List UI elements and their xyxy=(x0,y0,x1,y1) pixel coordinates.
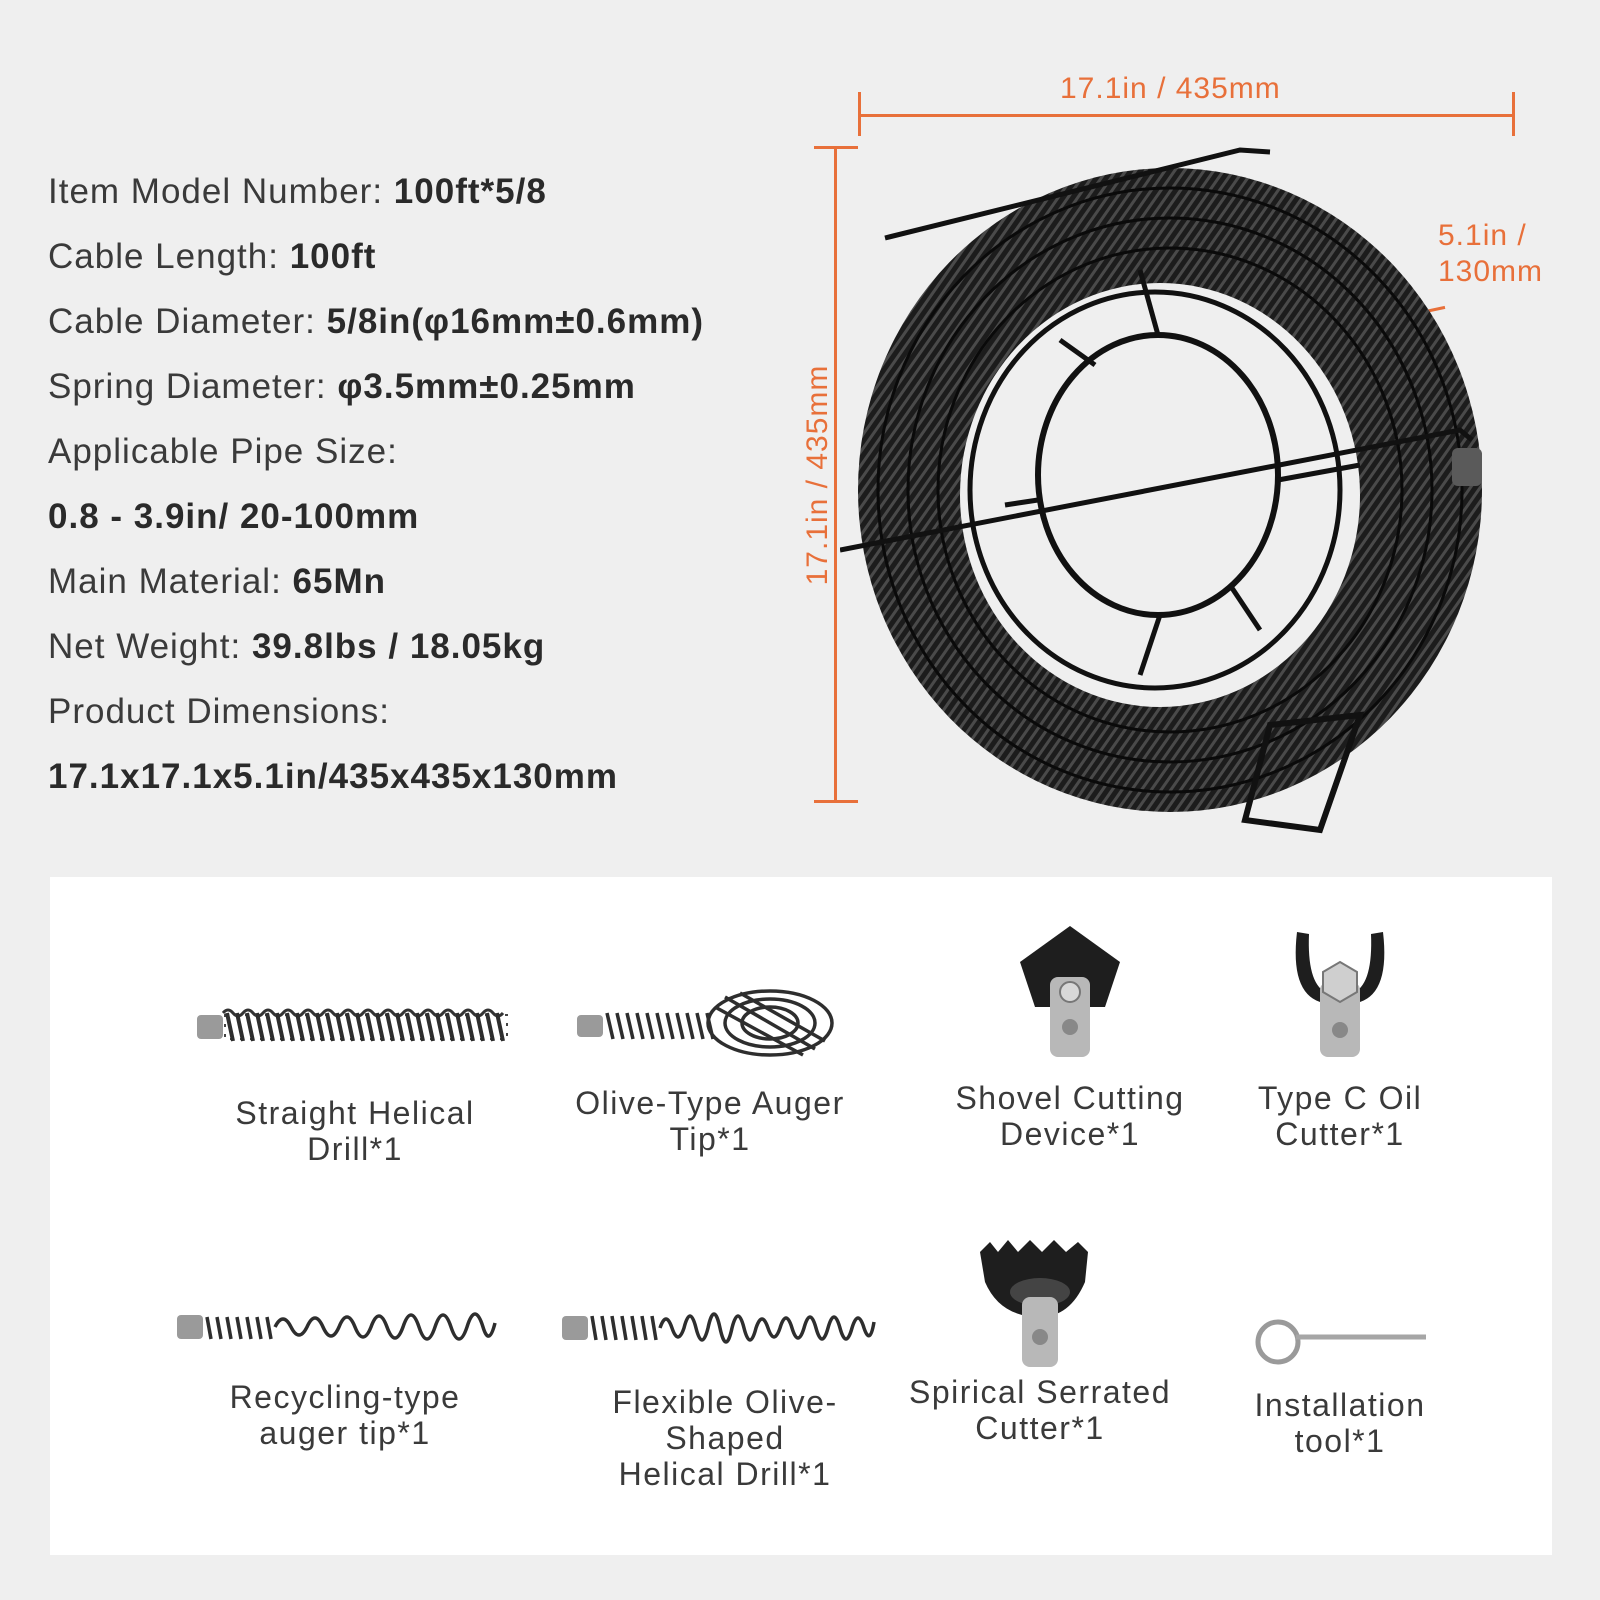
accessory-serrated-cutter xyxy=(895,1222,1185,1512)
spec-dimensions-value: 17.1x17.1x5.1in/435x435x130mm xyxy=(48,757,619,796)
serrated-cutter-icon xyxy=(970,1222,1110,1372)
accessory-label: Recycling-type auger tip*1 xyxy=(229,1379,461,1451)
spec-spring-diameter: Spring Diameter: φ3.5mm±0.25mm xyxy=(48,367,636,406)
accessory-olive-auger-tip xyxy=(520,977,900,1207)
spec-cable-length: Cable Length: 100ft xyxy=(48,237,377,276)
drain-cable-coil-image xyxy=(840,130,1520,850)
height-dimension-label: 17.1in / 435mm xyxy=(801,364,834,586)
spec-pipe-size-label: Applicable Pipe Size: xyxy=(48,432,398,471)
accessory-straight-helical-drill xyxy=(165,997,545,1207)
accessories-panel xyxy=(50,877,1552,1555)
accessory-recycling-auger-tip xyxy=(155,1297,535,1497)
c-oil-cutter-icon xyxy=(1285,922,1395,1062)
width-dimension-label: 17.1in / 435mm xyxy=(1060,72,1281,105)
shovel-cutter-icon xyxy=(1010,922,1130,1062)
installation-tool-icon xyxy=(1250,1307,1430,1377)
straight-helical-drill-icon xyxy=(195,997,515,1057)
width-dimension-line xyxy=(858,114,1514,117)
spec-model: Item Model Number: 100ft*5/8 xyxy=(48,172,547,211)
depth-dimension-label: 5.1in / 130mm xyxy=(1438,219,1544,288)
flexible-olive-drill-icon xyxy=(560,1292,890,1362)
spec-weight: Net Weight: 39.8lbs / 18.05kg xyxy=(48,627,546,666)
accessory-flexible-olive-drill xyxy=(555,1292,895,1502)
recycling-auger-tip-icon xyxy=(175,1297,515,1357)
accessory-label: Type C Oil Cutter*1 xyxy=(1257,1080,1423,1152)
accessory-label: Spirical Serrated Cutter*1 xyxy=(908,1374,1172,1446)
spec-pipe-size-value: 0.8 - 3.9in/ 20-100mm xyxy=(48,497,420,536)
accessory-label: Flexible Olive-Shaped Helical Drill*1 xyxy=(612,1384,838,1492)
spec-material: Main Material: 65Mn xyxy=(48,562,386,601)
accessory-label: Shovel Cutting Device*1 xyxy=(955,1080,1185,1152)
accessory-label: Olive-Type Auger Tip*1 xyxy=(575,1085,845,1157)
accessory-c-oil-cutter xyxy=(1150,922,1530,1207)
spec-cable-diameter: Cable Diameter: 5/8in(φ16mm±0.6mm) xyxy=(48,302,705,341)
accessory-installation-tool xyxy=(1150,1307,1530,1507)
accessory-label: Straight Helical Drill*1 xyxy=(235,1095,475,1167)
spec-dimensions-label: Product Dimensions: xyxy=(48,692,390,731)
accessory-label: Installation tool*1 xyxy=(1254,1387,1426,1459)
olive-auger-tip-icon xyxy=(575,977,845,1057)
